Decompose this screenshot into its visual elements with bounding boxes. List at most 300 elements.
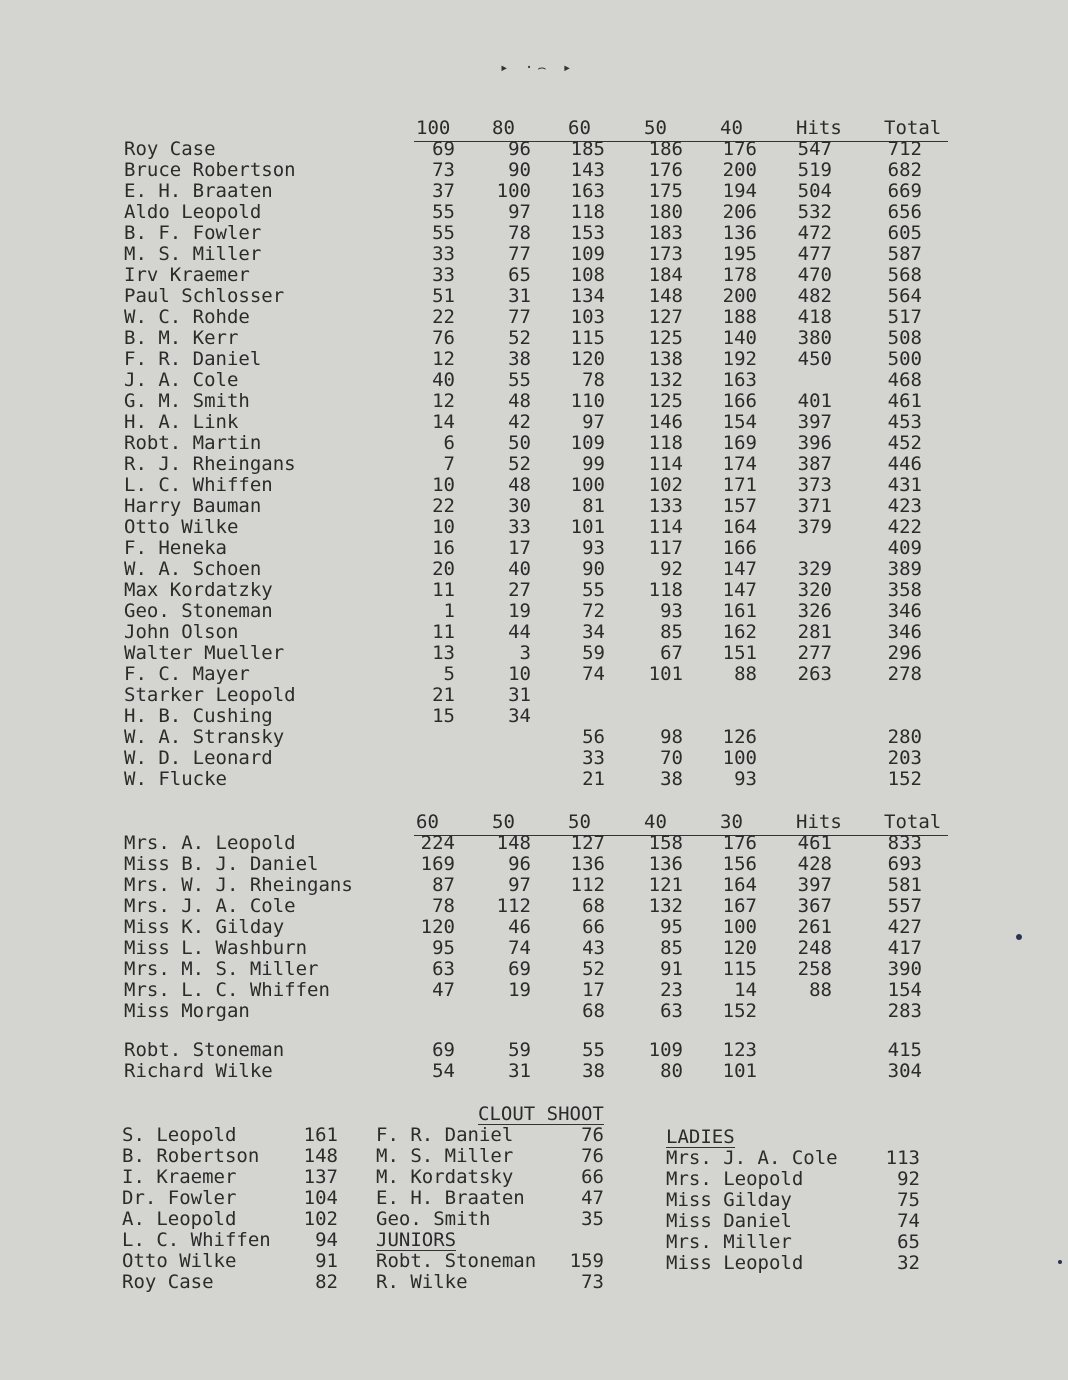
clout-lady-name: Miss Leopold bbox=[666, 1252, 804, 1274]
clout-entry-score: 161 bbox=[303, 1124, 338, 1146]
column-header: Total bbox=[884, 811, 942, 833]
women-header-row bbox=[0, 812, 1068, 833]
clout-entry-name: S. Leopold bbox=[122, 1124, 237, 1146]
score-cell: 38 bbox=[660, 768, 683, 790]
archer-name: Roy Case bbox=[124, 138, 216, 160]
archer-name: Robt. Stoneman bbox=[124, 1039, 285, 1061]
clout-lady-score: 74 bbox=[897, 1210, 920, 1232]
score-cell: 161 bbox=[722, 600, 757, 622]
archer-name: E. H. Braaten bbox=[124, 180, 273, 202]
score-cell: 127 bbox=[648, 306, 683, 328]
clout-junior-name: Robt. Stoneman bbox=[376, 1250, 537, 1272]
score-cell: 44 bbox=[508, 621, 531, 643]
score-cell: 326 bbox=[797, 600, 832, 622]
score-cell: 120 bbox=[570, 348, 605, 370]
column-header: 30 bbox=[720, 811, 743, 833]
score-cell: 85 bbox=[660, 937, 683, 959]
men-row bbox=[0, 181, 1068, 202]
score-cell: 27 bbox=[508, 579, 531, 601]
score-cell: 167 bbox=[722, 895, 757, 917]
score-cell: 477 bbox=[797, 243, 832, 265]
men-row bbox=[0, 475, 1068, 496]
score-cell: 77 bbox=[508, 306, 531, 328]
score-cell: 154 bbox=[722, 411, 757, 433]
score-cell: 68 bbox=[582, 1000, 605, 1022]
score-cell: 13 bbox=[432, 642, 455, 664]
score-cell: 93 bbox=[660, 600, 683, 622]
score-cell: 132 bbox=[648, 369, 683, 391]
score-cell: 169 bbox=[722, 432, 757, 454]
score-cell: 422 bbox=[887, 516, 922, 538]
score-cell: 173 bbox=[648, 243, 683, 265]
score-cell: 397 bbox=[797, 411, 832, 433]
clout-junior-score: 73 bbox=[581, 1271, 604, 1293]
score-cell: 42 bbox=[508, 411, 531, 433]
score-cell: 154 bbox=[887, 979, 922, 1001]
column-header: Hits bbox=[796, 117, 842, 139]
score-cell: 74 bbox=[508, 937, 531, 959]
score-cell: 96 bbox=[508, 138, 531, 160]
score-cell: 31 bbox=[508, 684, 531, 706]
clout-entry-name: Dr. Fowler bbox=[122, 1187, 237, 1209]
score-cell: 90 bbox=[582, 558, 605, 580]
men-row bbox=[0, 349, 1068, 370]
score-cell: 69 bbox=[432, 138, 455, 160]
archer-name: Otto Wilke bbox=[124, 516, 239, 538]
archer-name: F. C. Mayer bbox=[124, 663, 250, 685]
score-cell: 185 bbox=[570, 138, 605, 160]
score-cell: 296 bbox=[887, 642, 922, 664]
score-cell: 519 bbox=[797, 159, 832, 181]
score-cell: 85 bbox=[660, 621, 683, 643]
clout-entry-score: 66 bbox=[581, 1166, 604, 1188]
score-cell: 69 bbox=[432, 1039, 455, 1061]
archer-name: F. R. Daniel bbox=[124, 348, 262, 370]
score-cell: 55 bbox=[582, 579, 605, 601]
score-cell: 176 bbox=[722, 832, 757, 854]
women-row bbox=[0, 854, 1068, 875]
score-cell: 59 bbox=[508, 1039, 531, 1061]
archer-name: Harry Bauman bbox=[124, 495, 262, 517]
column-header: 50 bbox=[492, 811, 515, 833]
score-cell: 184 bbox=[648, 264, 683, 286]
score-cell: 417 bbox=[887, 937, 922, 959]
score-cell: 500 bbox=[887, 348, 922, 370]
archer-name: Aldo Leopold bbox=[124, 201, 262, 223]
score-cell: 183 bbox=[648, 222, 683, 244]
score-cell: 31 bbox=[508, 285, 531, 307]
men-row bbox=[0, 139, 1068, 160]
score-cell: 38 bbox=[582, 1060, 605, 1082]
score-cell: 248 bbox=[797, 937, 832, 959]
score-cell: 409 bbox=[887, 537, 922, 559]
archer-name: R. J. Rheingans bbox=[124, 453, 296, 475]
score-cell: 72 bbox=[582, 600, 605, 622]
score-cell: 517 bbox=[887, 306, 922, 328]
score-cell: 115 bbox=[722, 958, 757, 980]
score-cell: 81 bbox=[582, 495, 605, 517]
score-cell: 95 bbox=[432, 937, 455, 959]
score-cell: 140 bbox=[722, 327, 757, 349]
score-cell: 203 bbox=[887, 747, 922, 769]
women-row bbox=[0, 833, 1068, 854]
clout-lady-name: Mrs. Miller bbox=[666, 1231, 792, 1253]
women-row bbox=[0, 917, 1068, 938]
score-cell: 43 bbox=[582, 937, 605, 959]
score-cell: 371 bbox=[797, 495, 832, 517]
score-cell: 346 bbox=[887, 621, 922, 643]
score-cell: 470 bbox=[797, 264, 832, 286]
score-cell: 147 bbox=[722, 579, 757, 601]
clout-entry-name: E. H. Braaten bbox=[376, 1187, 525, 1209]
score-cell: 123 bbox=[722, 1039, 757, 1061]
score-cell: 97 bbox=[508, 874, 531, 896]
score-cell: 20 bbox=[432, 558, 455, 580]
column-header: 100 bbox=[416, 117, 451, 139]
score-cell: 67 bbox=[660, 642, 683, 664]
score-cell: 70 bbox=[660, 747, 683, 769]
score-cell: 358 bbox=[887, 579, 922, 601]
clout-entry-name: M. Kordatsky bbox=[376, 1166, 514, 1188]
score-cell: 46 bbox=[508, 916, 531, 938]
score-cell: 3 bbox=[519, 642, 531, 664]
score-cell: 100 bbox=[722, 747, 757, 769]
score-cell: 65 bbox=[508, 264, 531, 286]
archer-name: W. D. Leonard bbox=[124, 747, 273, 769]
score-cell: 101 bbox=[570, 516, 605, 538]
score-cell: 450 bbox=[797, 348, 832, 370]
score-cell: 121 bbox=[648, 874, 683, 896]
score-cell: 102 bbox=[648, 474, 683, 496]
score-cell: 174 bbox=[722, 453, 757, 475]
score-cell: 11 bbox=[432, 579, 455, 601]
archer-name: Paul Schlosser bbox=[124, 285, 285, 307]
score-cell: 101 bbox=[722, 1060, 757, 1082]
clout-entry-name: Geo. Smith bbox=[376, 1208, 491, 1230]
score-cell: 100 bbox=[496, 180, 531, 202]
score-cell: 109 bbox=[570, 432, 605, 454]
archer-name: John Olson bbox=[124, 621, 239, 643]
clout-entry-score: 94 bbox=[315, 1229, 338, 1251]
score-cell: 126 bbox=[722, 726, 757, 748]
archer-name: Mrs. W. J. Rheingans bbox=[124, 874, 353, 896]
clout-lady-score: 32 bbox=[897, 1252, 920, 1274]
archer-name: W. C. Rohde bbox=[124, 306, 250, 328]
score-cell: 125 bbox=[648, 327, 683, 349]
archer-name: Geo. Stoneman bbox=[124, 600, 273, 622]
column-header: Hits bbox=[796, 811, 842, 833]
archer-name: Mrs. J. A. Cole bbox=[124, 895, 296, 917]
score-cell: 56 bbox=[582, 726, 605, 748]
archer-name: Mrs. L. C. Whiffen bbox=[124, 979, 330, 1001]
score-cell: 163 bbox=[722, 369, 757, 391]
score-cell: 114 bbox=[648, 516, 683, 538]
score-cell: 346 bbox=[887, 600, 922, 622]
score-cell: 114 bbox=[648, 453, 683, 475]
men-row bbox=[0, 706, 1068, 727]
score-cell: 397 bbox=[797, 874, 832, 896]
score-cell: 178 bbox=[722, 264, 757, 286]
archer-name: J. A. Cole bbox=[124, 369, 239, 391]
score-cell: 148 bbox=[496, 832, 531, 854]
score-cell: 100 bbox=[570, 474, 605, 496]
men-row bbox=[0, 496, 1068, 517]
score-cell: 153 bbox=[570, 222, 605, 244]
men-row bbox=[0, 664, 1068, 685]
score-cell: 390 bbox=[887, 958, 922, 980]
score-cell: 73 bbox=[432, 159, 455, 181]
archer-name: Miss L. Washburn bbox=[124, 937, 308, 959]
archer-name: Miss K. Gilday bbox=[124, 916, 285, 938]
score-cell: 55 bbox=[582, 1039, 605, 1061]
score-cell: 48 bbox=[508, 474, 531, 496]
score-cell: 109 bbox=[570, 243, 605, 265]
clout-entry-name: A. Leopold bbox=[122, 1208, 237, 1230]
score-cell: 90 bbox=[508, 159, 531, 181]
score-cell: 118 bbox=[648, 579, 683, 601]
clout-shoot-section bbox=[0, 1104, 1068, 1304]
clout-entry-name: Roy Case bbox=[122, 1271, 214, 1293]
score-cell: 21 bbox=[582, 768, 605, 790]
score-cell: 69 bbox=[508, 958, 531, 980]
clout-lady-score: 113 bbox=[885, 1147, 920, 1169]
women-row bbox=[0, 896, 1068, 917]
score-cell: 51 bbox=[432, 285, 455, 307]
score-cell: 52 bbox=[508, 327, 531, 349]
score-cell: 200 bbox=[722, 285, 757, 307]
score-cell: 195 bbox=[722, 243, 757, 265]
archer-name: Walter Mueller bbox=[124, 642, 285, 664]
column-header: 60 bbox=[416, 811, 439, 833]
score-cell: 78 bbox=[432, 895, 455, 917]
score-cell: 38 bbox=[508, 348, 531, 370]
women-row bbox=[0, 938, 1068, 959]
score-cell: 200 bbox=[722, 159, 757, 181]
score-cell: 93 bbox=[734, 768, 757, 790]
score-cell: 427 bbox=[887, 916, 922, 938]
score-cell: 418 bbox=[797, 306, 832, 328]
score-cell: 76 bbox=[432, 327, 455, 349]
archer-name: M. S. Miller bbox=[124, 243, 262, 265]
column-header: 50 bbox=[568, 811, 591, 833]
men-header-row bbox=[0, 118, 1068, 139]
score-cell: 656 bbox=[887, 201, 922, 223]
column-header: 60 bbox=[568, 117, 591, 139]
score-cell: 127 bbox=[570, 832, 605, 854]
archer-name: L. C. Whiffen bbox=[124, 474, 273, 496]
score-cell: 103 bbox=[570, 306, 605, 328]
score-cell: 504 bbox=[797, 180, 832, 202]
score-cell: 423 bbox=[887, 495, 922, 517]
score-cell: 16 bbox=[432, 537, 455, 559]
score-cell: 55 bbox=[432, 222, 455, 244]
women-row bbox=[0, 980, 1068, 1001]
clout-entry-score: 137 bbox=[303, 1166, 338, 1188]
score-cell: 19 bbox=[508, 979, 531, 1001]
men-row bbox=[0, 370, 1068, 391]
score-cell: 96 bbox=[508, 853, 531, 875]
score-cell: 164 bbox=[722, 874, 757, 896]
score-cell: 166 bbox=[722, 390, 757, 412]
score-cell: 547 bbox=[797, 138, 832, 160]
score-cell: 472 bbox=[797, 222, 832, 244]
score-cell: 33 bbox=[432, 243, 455, 265]
score-cell: 171 bbox=[722, 474, 757, 496]
score-cell: 101 bbox=[648, 663, 683, 685]
men-row bbox=[0, 202, 1068, 223]
score-cell: 5 bbox=[443, 663, 455, 685]
score-cell: 54 bbox=[432, 1060, 455, 1082]
score-cell: 143 bbox=[570, 159, 605, 181]
men-row bbox=[0, 622, 1068, 643]
score-cell: 468 bbox=[887, 369, 922, 391]
archer-name: W. A. Stransky bbox=[124, 726, 285, 748]
archer-name: Miss B. J. Daniel bbox=[124, 853, 319, 875]
score-cell: 194 bbox=[722, 180, 757, 202]
score-cell: 277 bbox=[797, 642, 832, 664]
score-cell: 59 bbox=[582, 642, 605, 664]
score-cell: 136 bbox=[722, 222, 757, 244]
score-cell: 118 bbox=[570, 201, 605, 223]
score-cell: 133 bbox=[648, 495, 683, 517]
score-cell: 224 bbox=[420, 832, 455, 854]
score-cell: 33 bbox=[508, 516, 531, 538]
score-cell: 581 bbox=[887, 874, 922, 896]
women-row bbox=[0, 959, 1068, 980]
score-cell: 52 bbox=[582, 958, 605, 980]
clout-lady-name: Miss Gilday bbox=[666, 1189, 792, 1211]
clout-entry-score: 35 bbox=[581, 1208, 604, 1230]
men-row bbox=[0, 769, 1068, 790]
score-cell: 156 bbox=[722, 853, 757, 875]
score-cell: 95 bbox=[660, 916, 683, 938]
junior-row bbox=[0, 1040, 1068, 1061]
score-cell: 176 bbox=[648, 159, 683, 181]
score-cell: 278 bbox=[887, 663, 922, 685]
score-cell: 109 bbox=[648, 1039, 683, 1061]
archer-name: Mrs. A. Leopold bbox=[124, 832, 296, 854]
score-cell: 379 bbox=[797, 516, 832, 538]
clout-lady-score: 92 bbox=[897, 1168, 920, 1190]
score-cell: 78 bbox=[582, 369, 605, 391]
clout-lady-name: Mrs. J. A. Cole bbox=[666, 1147, 838, 1169]
clout-junior-score: 159 bbox=[569, 1250, 604, 1272]
clout-lady-score: 65 bbox=[897, 1231, 920, 1253]
archer-name: G. M. Smith bbox=[124, 390, 250, 412]
score-cell: 6 bbox=[443, 432, 455, 454]
score-cell: 88 bbox=[734, 663, 757, 685]
clout-entry-score: 102 bbox=[303, 1208, 338, 1230]
score-cell: 669 bbox=[887, 180, 922, 202]
clout-lady-score: 75 bbox=[897, 1189, 920, 1211]
score-cell: 98 bbox=[660, 726, 683, 748]
archer-name: H. B. Cushing bbox=[124, 705, 273, 727]
clout-entry-score: 91 bbox=[315, 1250, 338, 1272]
score-cell: 10 bbox=[508, 663, 531, 685]
score-cell: 31 bbox=[508, 1060, 531, 1082]
clout-junior-name: R. Wilke bbox=[376, 1271, 468, 1293]
clout-entry-name: M. S. Miller bbox=[376, 1145, 514, 1167]
men-row bbox=[0, 559, 1068, 580]
score-cell: 88 bbox=[809, 979, 832, 1001]
score-cell: 163 bbox=[570, 180, 605, 202]
score-cell: 387 bbox=[797, 453, 832, 475]
men-row bbox=[0, 328, 1068, 349]
men-row bbox=[0, 601, 1068, 622]
score-cell: 380 bbox=[797, 327, 832, 349]
score-cell: 47 bbox=[432, 979, 455, 1001]
score-cell: 508 bbox=[887, 327, 922, 349]
score-cell: 78 bbox=[508, 222, 531, 244]
score-cell: 40 bbox=[432, 369, 455, 391]
column-header: 50 bbox=[644, 117, 667, 139]
score-cell: 21 bbox=[432, 684, 455, 706]
score-cell: 55 bbox=[432, 201, 455, 223]
clout-entry-score: 76 bbox=[581, 1124, 604, 1146]
score-cell: 52 bbox=[508, 453, 531, 475]
archer-name: F. Heneka bbox=[124, 537, 227, 559]
score-cell: 180 bbox=[648, 201, 683, 223]
score-cell: 30 bbox=[508, 495, 531, 517]
score-cell: 80 bbox=[660, 1060, 683, 1082]
score-cell: 283 bbox=[887, 1000, 922, 1022]
clout-entry-score: 82 bbox=[315, 1271, 338, 1293]
score-cell: 532 bbox=[797, 201, 832, 223]
column-header: 40 bbox=[644, 811, 667, 833]
score-cell: 17 bbox=[508, 537, 531, 559]
clout-entry-score: 76 bbox=[581, 1145, 604, 1167]
men-row bbox=[0, 433, 1068, 454]
men-row bbox=[0, 580, 1068, 601]
men-row bbox=[0, 727, 1068, 748]
score-cell: 12 bbox=[432, 348, 455, 370]
score-cell: 482 bbox=[797, 285, 832, 307]
score-cell: 166 bbox=[722, 537, 757, 559]
clout-entry-score: 47 bbox=[581, 1187, 604, 1209]
score-cell: 23 bbox=[660, 979, 683, 1001]
score-cell: 11 bbox=[432, 621, 455, 643]
score-cell: 428 bbox=[797, 853, 832, 875]
column-header: 80 bbox=[492, 117, 515, 139]
score-cell: 431 bbox=[887, 474, 922, 496]
clout-entry-score: 104 bbox=[303, 1187, 338, 1209]
men-row bbox=[0, 244, 1068, 265]
women-row bbox=[0, 875, 1068, 896]
score-cell: 40 bbox=[508, 558, 531, 580]
clout-lady-name: Mrs. Leopold bbox=[666, 1168, 804, 1190]
top-ink-mark: ▸ ·⌢ ▸ bbox=[500, 60, 576, 76]
score-cell: 587 bbox=[887, 243, 922, 265]
score-cell: 557 bbox=[887, 895, 922, 917]
score-cell: 152 bbox=[887, 768, 922, 790]
men-row bbox=[0, 643, 1068, 664]
men-row bbox=[0, 160, 1068, 181]
archer-name: B. F. Fowler bbox=[124, 222, 262, 244]
score-cell: 97 bbox=[582, 411, 605, 433]
score-cell: 136 bbox=[648, 853, 683, 875]
junior-row bbox=[0, 1061, 1068, 1082]
score-cell: 55 bbox=[508, 369, 531, 391]
archer-name: Miss Morgan bbox=[124, 1000, 250, 1022]
score-cell: 10 bbox=[432, 516, 455, 538]
score-cell: 110 bbox=[570, 390, 605, 412]
men-row bbox=[0, 517, 1068, 538]
men-row bbox=[0, 685, 1068, 706]
score-cell: 176 bbox=[722, 138, 757, 160]
score-cell: 188 bbox=[722, 306, 757, 328]
score-cell: 22 bbox=[432, 495, 455, 517]
score-cell: 186 bbox=[648, 138, 683, 160]
